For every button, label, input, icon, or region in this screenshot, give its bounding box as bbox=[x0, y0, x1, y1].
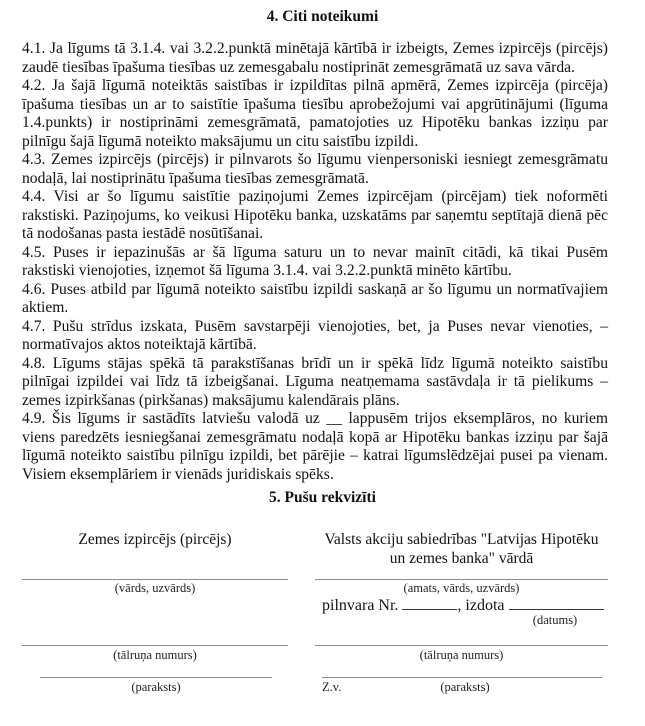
clause-4-2: 4.2. Ja šajā līgumā noteiktās saistības ir izpildītas pilnā apmērā, Zemes izpircēja (pircēja) īpašuma tiesības un ar to saistītie īpašuma tiesību aprobežojumi vai apgrūtinājumi (līguma 1.4.punkts) ir nostiprināmi zemesgrāmatā, pamatojoties uz Hipotēku bankas izziņu par pilnīgu šajā līgumā noteikto maksājumu un citu saistību izpildi. bbox=[22, 77, 608, 150]
clause-4-4: 4.4. Visi ar šo līgumu saistītie paziņojumi Zemes izpircējam (pircējam) tiek noformēti rakstiski. Paziņojums, ko veikusi Hipotēku banka, uzskatāms par saņemtu septītajā dienā pēc tā nodošanas pasta iestādē nosūtīšanai. bbox=[22, 188, 608, 242]
bank-phone-caption: (tālruņa numurs) bbox=[419, 648, 504, 662]
bank-title-line-2: un zemes banka" vārdā bbox=[389, 550, 534, 567]
buyer-phone-line bbox=[22, 645, 288, 646]
buyer-signature-caption: (paraksts) bbox=[131, 680, 181, 694]
bank-name-caption: (amats, vārds, uzvārds) bbox=[403, 581, 520, 595]
clause-4-7: 4.7. Pušu strīdus izskata, Pusēm savstarpēji vienojoties, bet, ja Puses nevar vienoties, – normatīvajos aktos noteiktajā kārtībā. bbox=[22, 317, 608, 353]
buyer-signature-line bbox=[40, 677, 272, 678]
clause-4-8: 4.8. Līgums stājas spēkā tā parakstīšanas brīdī un ir spēkā līdz līgumā noteikto saistību pilnīgai izpildei vai līdz tā izbeigšanai. Līguma neatņemama sastāvdaļa ir tā pielikums – zemes izpirkšanas (pirkšanas) maksājumu kalendārais plāns. bbox=[22, 354, 608, 409]
section-5-title: 5. Pušu rekvizīti bbox=[269, 489, 376, 506]
clause-4-5: 4.5. Puses ir iepazinušās ar šā līguma saturu un to nevar mainīt citādi, kā tikai Pusēm rakstiski vienojoties, izņemot šā līguma 3.1.4. vai 3.2.2.punktā minēto kārtību. bbox=[22, 243, 608, 279]
buyer-name-caption: (vārds, uzvārds) bbox=[114, 581, 196, 595]
bank-phone-line bbox=[315, 645, 608, 646]
buyer-title: Zemes izpircējs (pircējs) bbox=[78, 531, 232, 548]
bank-title bbox=[315, 530, 608, 568]
buyer-phone-caption: (tālruņa numurs) bbox=[113, 648, 197, 662]
date-caption: (datums) bbox=[532, 613, 578, 627]
bank-name-line bbox=[315, 579, 608, 580]
bank-signature-caption: (paraksts) bbox=[440, 680, 490, 694]
poa-issued-label: , izdota bbox=[457, 597, 505, 614]
poa-date-blank bbox=[509, 595, 604, 610]
bank-title-line-1: Valsts akciju sabiedrības "Latvijas Hipotēku bbox=[324, 531, 599, 548]
section-4-body bbox=[22, 40, 608, 484]
power-of-attorney-row bbox=[322, 595, 604, 615]
section-4-title: 4. Citi noteikumi bbox=[266, 8, 379, 25]
clause-4-3: 4.3. Zemes izpircējs (pircējs) ir pilnvarots šo līgumu vienpersoniski iesniegt zemesgrāmatu nodaļā, lai nostiprinātu īpašuma tiesības zemesgrāmatā. bbox=[22, 151, 608, 187]
clause-4-6: 4.6. Puses atbild par līgumā noteikto saistību izpildi saskaņā ar šo līgumu un normatīvajiem aktiem. bbox=[22, 280, 608, 316]
poa-number-blank bbox=[402, 595, 457, 610]
seal-label: Z.v. bbox=[322, 680, 342, 694]
bank-signature-line bbox=[322, 677, 602, 678]
clause-4-1: 4.1. Ja līgums tā 3.1.4. vai 3.2.2.punktā minētajā kārtībā ir izbeigts, Zemes izpircējs (pircējs) zaudē tiesības īpašuma tiesības uz zemesgabalu nostiprināt zemesgrāmatā uz sava vārda. bbox=[22, 40, 608, 76]
buyer-name-line bbox=[22, 579, 288, 580]
poa-label: pilnvara Nr. bbox=[322, 597, 399, 614]
clause-4-9: 4.9. Šis līgums ir sastādīts latviešu valodā uz __ lappusēm trijos eksemplāros, no kuriem viens paredzēts iesniegšanai zemesgrāmatu nodaļā kopā ar Hipotēku bankas izziņu par šajā līgumā noteikto saistību pilnīgu izpildi, bet pārējie – katrai līgumslēdzējai pusei pa vienam. Visiem eksemplāriem ir vienāds juridiskais spēks. bbox=[22, 410, 608, 483]
